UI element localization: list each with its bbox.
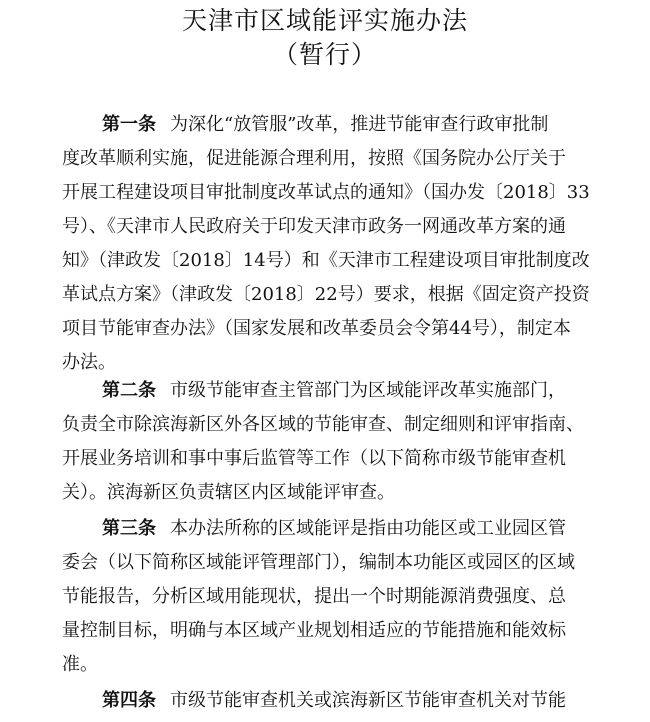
article-line bbox=[62, 684, 602, 718]
article-text: 本办法所称的区域能评是指由功能区或工业园区管 bbox=[170, 518, 566, 539]
article-line: 号）、《天津市人民政府关于印发天津市政务一网通改革方案的通 bbox=[62, 216, 566, 237]
article-line: 度改革顺利实施，促进能源合理利用，按照《国务院办公厅关于 bbox=[62, 148, 566, 169]
article-text: 市级节能审查主管部门为区域能评改革实施部门， bbox=[170, 380, 566, 401]
article-line: 节能报告，分析区域用能现状，提出一个时期能源消费强度、总 bbox=[62, 586, 566, 607]
article-line: 办法。 bbox=[62, 352, 116, 373]
article-line: 知》（津政发〔2018〕14号）和《天津市工程建设项目审批制度改 bbox=[62, 250, 590, 271]
article-label: 第三条 bbox=[102, 518, 156, 539]
article-label: 第二条 bbox=[102, 380, 156, 401]
document-subtitle: （暂行） bbox=[272, 40, 377, 69]
document-title: 天津市区域能评实施办法 bbox=[181, 6, 468, 35]
article-text: 市级节能审查机关或滨海新区节能审查机关对节能 bbox=[170, 690, 566, 711]
article-line: 委会（以下简称区域能评管理部门），编制本功能区或园区的区域 bbox=[62, 552, 575, 573]
article-text: 为深化“放管服”改革，推进节能审查行政审批制 bbox=[170, 114, 549, 135]
article-label: 第四条 bbox=[102, 690, 156, 711]
article-4 bbox=[62, 684, 602, 718]
article-line bbox=[62, 512, 602, 546]
article-line: 开展业务培训和事中事后监管等工作（以下简称市级节能审查机 bbox=[62, 448, 566, 469]
article-line: 项目节能审查办法》（国家发展和改革委员会令第44号），制定本 bbox=[62, 318, 571, 339]
article-line bbox=[62, 108, 602, 142]
article-1 bbox=[62, 108, 602, 380]
article-line: 负责全市除滨海新区外各区域的节能审查、制定细则和评审指南、 bbox=[62, 414, 584, 435]
article-line bbox=[62, 374, 602, 408]
article-line: 开展工程建设项目审批制度改革试点的通知》（国办发〔2018〕33 bbox=[62, 182, 590, 203]
article-line: 关）。滨海新区负责辖区内区域能评审查。 bbox=[62, 482, 395, 503]
article-line: 量控制目标，明确与本区域产业规划相适应的节能措施和能效标 bbox=[62, 620, 566, 641]
article-line: 准。 bbox=[62, 654, 98, 675]
article-3 bbox=[62, 512, 602, 682]
article-label: 第一条 bbox=[102, 114, 156, 135]
article-2 bbox=[62, 374, 602, 510]
article-line: 革试点方案》（津政发〔2018〕22号）要求，根据《固定资产投资 bbox=[62, 284, 590, 305]
